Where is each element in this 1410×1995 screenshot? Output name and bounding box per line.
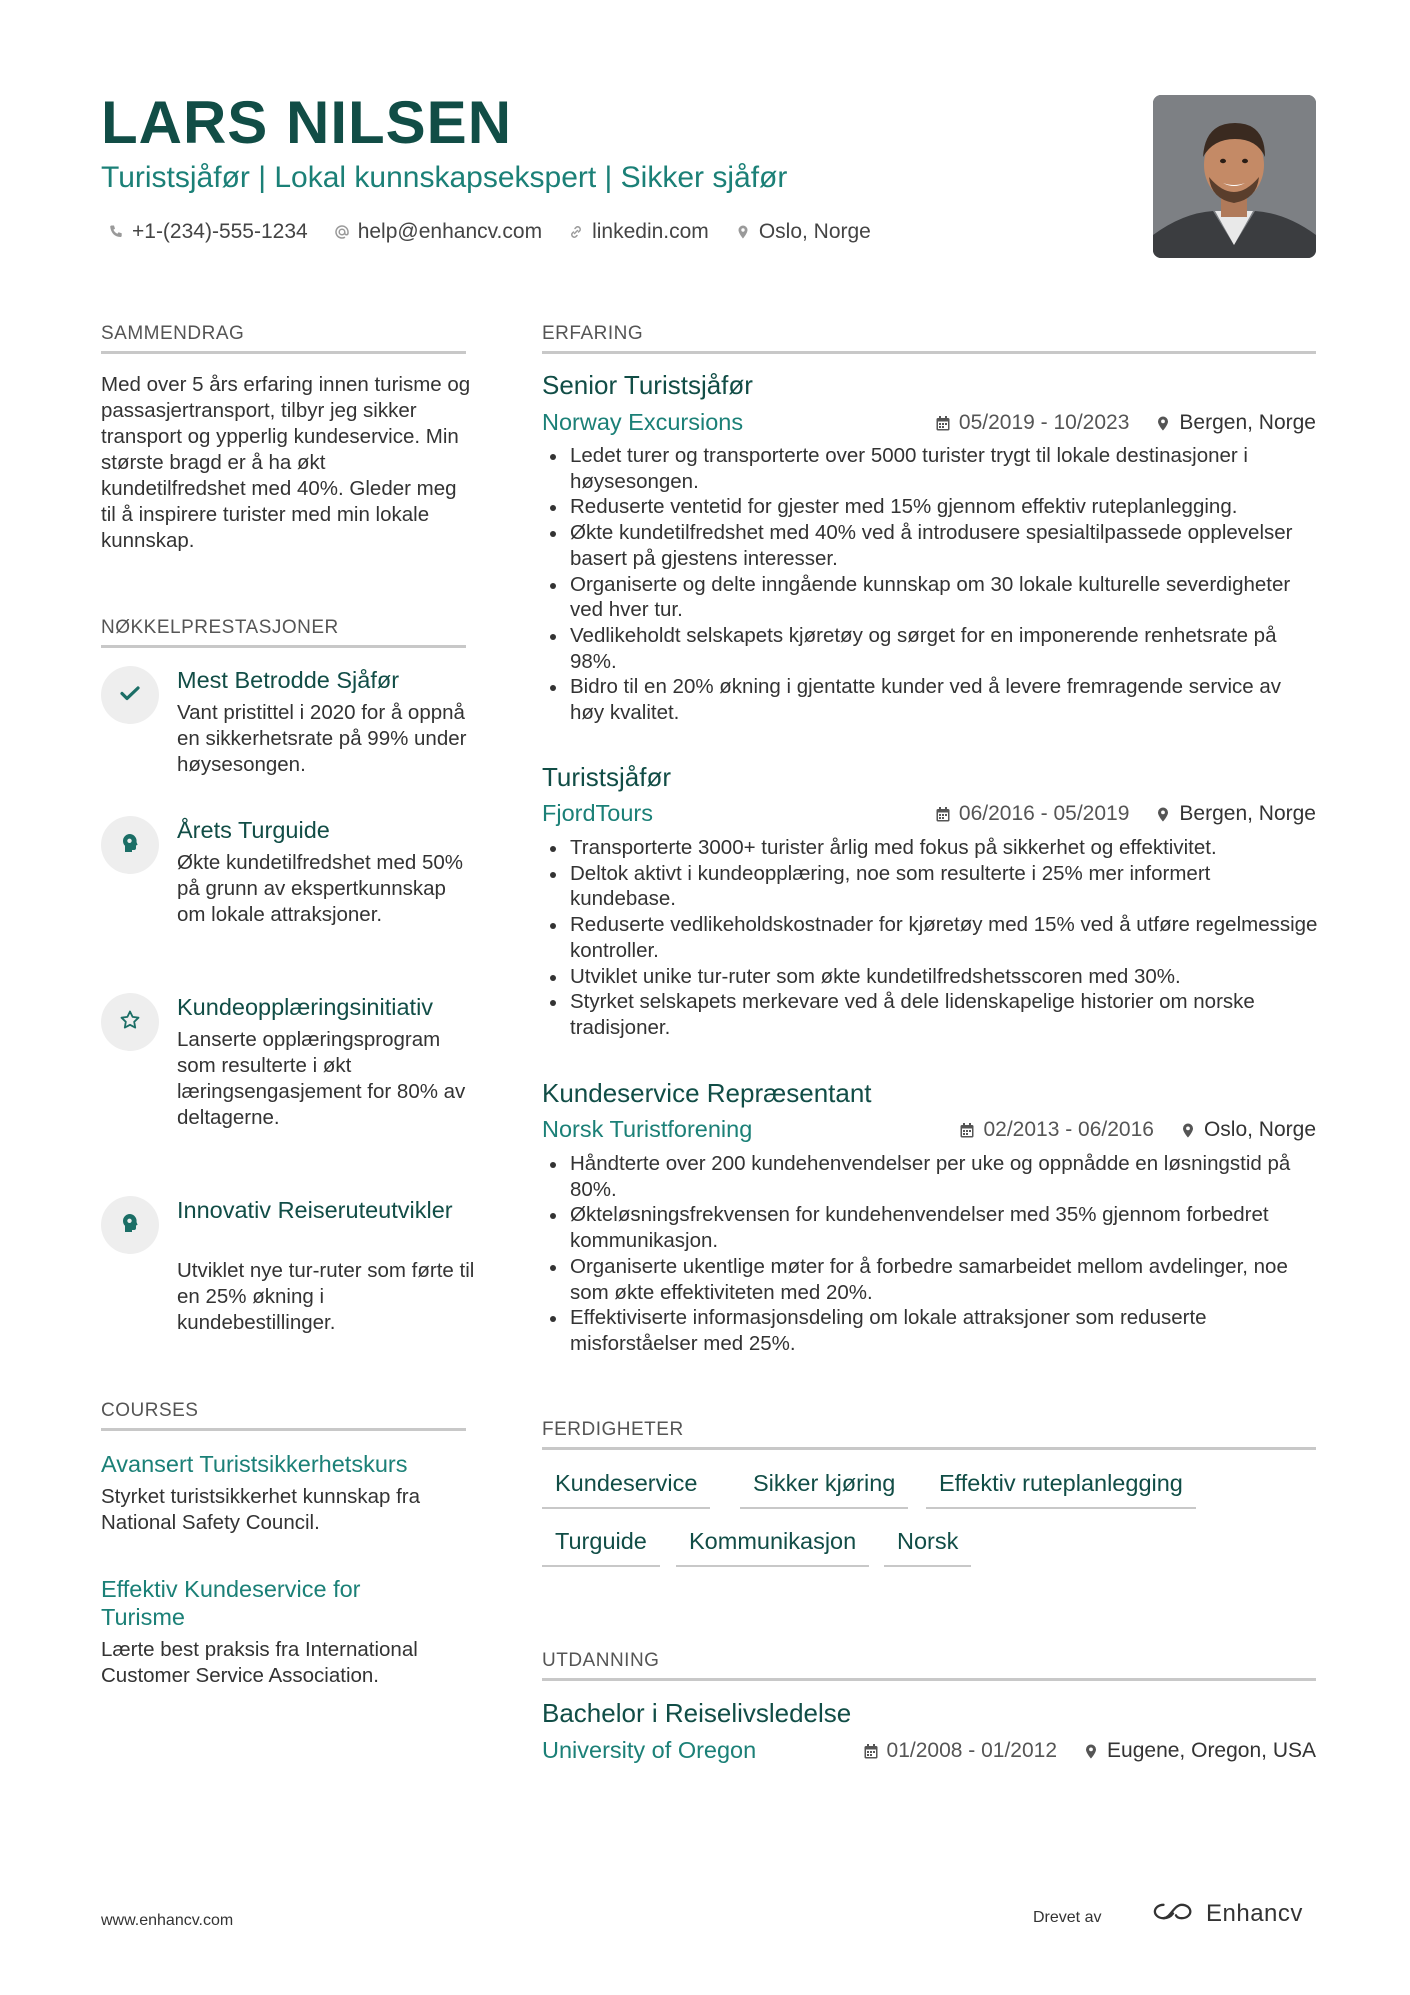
job-location-text: Bergen, Norge [1179,411,1316,434]
skill-tag: Turguide [542,1528,660,1567]
location-text: Oslo, Norge [758,220,871,243]
phone-icon [108,224,124,240]
infinity-logo-icon [1152,1900,1198,1928]
education-meta-row [542,1737,1316,1767]
skill-tag: Kundeservice [542,1470,710,1509]
course-title: Avansert Turistsikkerhetskurs [101,1451,408,1477]
contact-phone [108,220,308,244]
location-pin-icon [1155,415,1171,432]
job-location-text: Oslo, Norge [1203,1118,1316,1141]
job-dates [935,411,1129,435]
education-dates [863,1739,1057,1763]
achievement-badge [101,666,159,724]
education-location [1083,1739,1316,1763]
achievement-title: Årets Turguide [177,817,330,843]
job-bullet: Reduserte vedlikeholdskostnader for kjøretøy med 15% ved å utføre regelmessige kontroller. [570,912,1320,963]
skill-tag: Sikker kjøring [740,1470,908,1509]
job-bullet: Deltok aktivt i kundeopplæring, noe som resulterte i 25% mer informert kundebase. [570,861,1320,912]
location-pin-icon [735,224,751,240]
achievement-title: Innovativ Reiseruteutvikler [177,1197,453,1223]
education-location-text: Eugene, Oregon, USA [1107,1739,1316,1762]
course-title: Effektiv Kundeservice for Turisme [101,1576,361,1630]
job-bullet: Reduserte ventetid for gjester med 15% gjennom effektiv ruteplanlegging. [570,494,1320,520]
job-meta-row [542,409,1316,439]
company-name: Norsk Turistforening [542,1116,753,1142]
job-meta [935,802,1316,826]
job-bullet: Organiserte og delte inngående kunnskap om 30 lokale kulturelle severdigheter ved hver tur. [570,572,1320,623]
job-bullet: Bidro til en 20% økning i gjentatte kunder ved å levere fremragende service av høy kvalitet. [570,674,1320,725]
job-dates-text: 05/2019 - 10/2023 [958,411,1130,434]
at-icon [334,224,350,240]
location-pin-icon [1083,1743,1099,1760]
candidate-tagline: Turistsjåfør | Lokal kunnskapsekspert | Sikker sjåfør [101,161,788,194]
company-name: Norway Excursions [542,409,744,435]
calendar-icon [863,1743,879,1760]
job-bullet: Økte kundetilfredshet med 40% ved å introdusere spesialtilpassede opplevelser basert på gjestens interesser. [570,520,1320,571]
job-location [1155,802,1316,826]
calendar-icon [935,415,951,432]
phone-text: +1-(234)-555-1234 [132,220,308,243]
job-dates-text: 06/2016 - 05/2019 [958,802,1130,825]
job-bullet: Styrket selskapets merkevare ved å dele lidenskapelige historier om norske tradisjoner. [570,989,1320,1040]
job-bullet: Transporterte 3000+ turister årlig med fokus på sikkerhet og effektivitet. [570,835,1320,861]
school-name: University of Oregon [542,1737,757,1763]
job-dates [959,1118,1153,1142]
course-desc: Styrket turistsikkerhet kunnskap fra National Safety Council. [101,1485,421,1534]
job-bullet: Effektiviserte informasjonsdeling om lokale attraksjoner som reduserte misforståelser med 25%. [570,1305,1320,1356]
achievement-badge [101,816,159,874]
section-title-skills: FERDIGHETER [542,1419,1316,1450]
check-icon [118,681,142,710]
job-bullets [570,443,1320,726]
link-icon [568,224,584,240]
skill-tag: Norsk [884,1528,971,1567]
achievement-desc: Lanserte opplæringsprogram som resulterte i økt læringsengasjement for 80% av deltagerne. [177,1028,466,1129]
achievement-desc: Vant pristittel i 2020 for å oppnå en sikkerhetsrate på 99% under høysesongen. [177,701,467,776]
contact-linkedin[interactable] [568,220,709,244]
head-icon [118,831,142,860]
skill-tag: Kommunikasjon [676,1528,869,1567]
achievement-title: Mest Betrodde Sjåfør [177,667,400,693]
job-bullets [570,1151,1320,1357]
head-icon [118,1211,142,1240]
section-title-summary: SAMMENDRAG [101,323,466,354]
summary-text: Med over 5 års erfaring innen turisme og passasjertransport, tilbyr jeg sikker transport og ypperlig kundeservice. Min største bragd er å ha økt kundetilfredshet med 40%. Gleder meg til å inspirere turister med min lokale kunnskap. [101,373,471,552]
company-name: FjordTours [542,800,654,826]
job-bullet: Håndterte over 200 kundehenvendelser per uke og oppnådde en løsningstid på 80%. [570,1151,1320,1202]
profile-photo [1153,95,1316,258]
job-bullet: Utviklet unike tur-ruter som økte kundetilfredshetsscoren med 30%. [570,964,1320,990]
footer-brand-name: Enhancv [1206,1900,1303,1927]
achievement-desc: Utviklet nye tur-ruter som førte til en 25% økning i kundebestillinger. [177,1259,475,1334]
job-bullets [570,835,1320,1041]
job-dates-text: 02/2013 - 06/2016 [983,1118,1154,1141]
section-title-experience: ERFARING [542,323,1316,354]
job-location [1180,1118,1316,1142]
calendar-icon [959,1122,975,1139]
education-dates-text: 01/2008 - 01/2012 [886,1739,1058,1762]
achievement-desc: Økte kundetilfredshet med 50% på grunn av ekspertkunnskap om lokale attraksjoner. [177,851,464,926]
achievement-title: Kundeopplæringsinitiativ [177,994,434,1020]
achievement-badge [101,993,159,1051]
contact-location [735,220,871,244]
job-location [1155,411,1316,435]
candidate-name: LARS NILSEN [101,89,513,156]
job-bullet: Vedlikeholdt selskapets kjøretøy og sørget for en imponerende renhetsrate på 98%. [570,623,1320,674]
section-title-courses: COURSES [101,1400,466,1431]
footer-website[interactable]: www.enhancv.com [101,1912,234,1929]
job-meta-row [542,800,1316,830]
job-meta [959,1118,1316,1142]
course-desc: Lærte best praksis fra International Customer Service Association. [101,1638,418,1687]
job-dates [935,802,1129,826]
job-location-text: Bergen, Norge [1179,802,1316,825]
star-icon [118,1008,142,1037]
skill-tag: Effektiv ruteplanlegging [926,1470,1196,1509]
contact-email[interactable] [334,220,542,244]
job-title: Senior Turistsjåfør [542,370,753,400]
job-bullet: Ledet turer og transporterte over 5000 turister trygt til lokale destinasjoner i høysesongen. [570,443,1320,494]
calendar-icon [935,806,951,823]
location-pin-icon [1155,806,1171,823]
location-pin-icon [1180,1122,1196,1139]
job-meta-row [542,1116,1316,1146]
contact-bar [108,220,871,244]
section-title-education: UTDANNING [542,1650,1316,1681]
job-bullet: Organiserte ukentlige møter for å forbedre samarbeidet mellom avdelinger, noe som økte effektiviteten med 20%. [570,1254,1320,1305]
job-bullet: Økteløsningsfrekvensen for kundehenvendelser med 35% gjennom forbedret kommunikasjon. [570,1202,1320,1253]
achievement-badge [101,1196,159,1254]
education-meta [863,1739,1316,1763]
section-title-achievements: NØKKELPRESTASJONER [101,617,466,648]
degree-title: Bachelor i Reiselivsledelse [542,1698,852,1728]
job-title: Kundeservice Repræsentant [542,1078,872,1108]
job-title: Turistsjåfør [542,762,672,792]
footer-powered-by: Drevet av [1033,1909,1102,1926]
job-meta [935,411,1316,435]
email-text: help@enhancv.com [357,220,543,243]
enhancv-logo[interactable] [1152,1900,1303,1928]
linkedin-text: linkedin.com [592,220,709,243]
